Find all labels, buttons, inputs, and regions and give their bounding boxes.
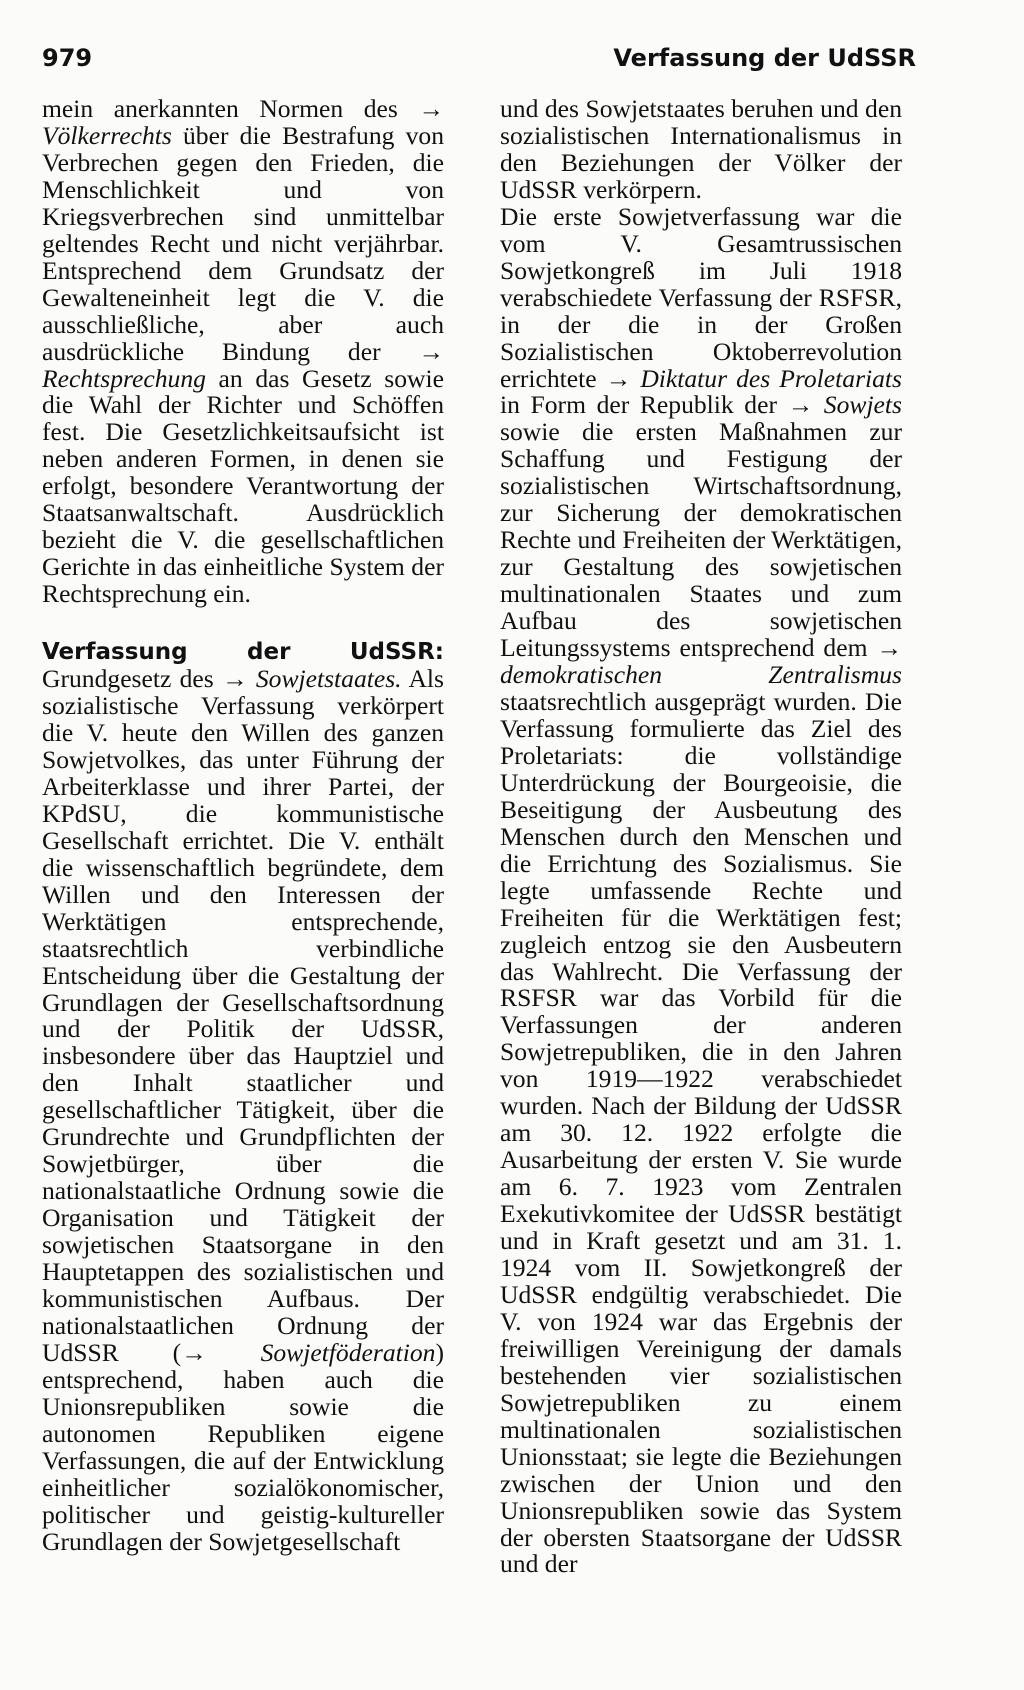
text: an das Gesetz sowie die Wahl der Richter und Schöffen fest. Die Gesetzlichkeitsaufsicht ist neben anderen Formen, in denen sie erfolgt, besondere Verantwortung der Staatsanwaltschaft. Ausdrücklich bezieht die V. die gesellschaftlichen Gerichte in das einheitliche System der Rechtsprechung ein. [42,363,444,609]
text: Als sozialistische Verfassung verkörpert die V. heute den Willen des ganzen Sowjetvolkes, das unter Führung der Arbeiterklasse und ihrer Partei, der KPdSU, die kommunistische Gesellschaft errichtet. Die V. enthält die wissenschaftlich begründete, dem Willen und den Interessen der Werktätigen entsprechende, staatsrechtlich verbindliche Entscheidung über die Gestaltung der Grundlagen der Gesellschaftsordnung und der Politik der UdSSR, insbesondere über das Hauptziel und den Inhalt staatlicher und gesellschaftlicher Tätigkeit, über die Grundrechte und Grundpflichten der Sowjetbürger, über die nationalstaatliche Ordnung sowie die Organisation und Tätigkeit der sowjetischen Staatsorgane in den Hauptetappen des sozialistischen und kommunistischen Aufbaus. Der nationalstaatlichen Ordnung der UdSSR ( [42,664,444,1367]
arrow-icon: → [605,363,641,393]
paragraph-gap [42,608,444,638]
right-column [500,96,902,1578]
text: Grundgesetz des [42,664,222,694]
text: ) entsprechend, haben auch die Unionsrepubliken sowie die autonomen Republiken eigene Verfassungen, die auf der Entwicklung einheitlicher sozialökonomischer, politischer und geistig-kultureller Grundlagen der Sowjetgesellschaft [42,1337,444,1556]
cross-reference-sowjetfoederation[interactable]: Sowjetföderation [260,1337,436,1367]
text: sowie die ersten Maßnahmen zur Schaffung und Festigung der sozialistischen Wirtschaftsordnung, zur Sicherung der demokratischen Rechte und Freiheiten der Werktätigen, zur Gestaltung des sowjetischen multinationalen Staates und zum Aufbau des sowjetischen Leitungssystems entsprechend dem [500,417,902,663]
text: staatsrechtlich ausgeprägt wurden. Die Verfassung formulierte das Ziel des Proletariats: die vollständige Unterdrückung der Bourgeoisie, die Beseitigung der Ausbeutung des Menschen durch den Menschen und die Errichtung des Sozialismus. Sie legte umfassende Rechte und Freiheiten für die Werktätigen fest; zugleich entzog sie den Ausbeutern das Wahlrecht. Die Verfassung der RSFSR war das Vorbild für die Verfassungen der anderen Sowjetrepubliken, die in den Jahren von 1919—1922 verabschiedet wurden. Nach der Bildung der UdSSR am 30. 12. 1922 erfolgte die Ausarbeitung der ersten V. Sie wurde am 6. 7. 1923 vom Zentralen Exekutivkomitee der UdSSR bestätigt und in Kraft gesetzt und am 31. 1. 1924 vom II. Sowjetkongreß der UdSSR endgültig verabschiedet. Die V. von 1924 war das Ergebnis der freiwilligen Vereinigung der damals bestehenden vier sozialistischen Sowjetrepubliken zu einem multinationalen sozialistischen Unionsstaat; sie legte die Beziehungen zwischen der Union und den Unionsrepubliken sowie das System der obersten Staatsorgane der UdSSR und der [500,686,902,1579]
text: in Form der Republik der [500,390,788,420]
arrow-icon: → [221,664,256,694]
cross-reference-rechtsprechung[interactable]: Rechtsprechung [42,363,206,393]
arrow-icon: → [418,94,444,123]
arrow-icon: → [876,633,902,663]
page-number: 979 [42,44,93,72]
text: Die erste Sowjetverfassung war die vom V. Gesamtrussischen Sowjetkongreß im Juli 1918 verabschiedete Verfassung der RSFSR, in der die in der Großen Sozialistischen Oktoberrevolution errichtete [500,201,902,393]
entry-headword: Verfassung der UdSSR: [42,639,444,666]
paragraph-voelkerrecht [42,96,444,608]
entry-verfassung-udssr [42,638,444,1555]
arrow-icon: → [418,336,444,366]
running-head: Verfassung der UdSSR [613,44,916,72]
left-column [42,96,444,1556]
paragraph-continuation [500,96,902,204]
cross-reference-sowjetstaat[interactable]: Sowjetstaates. [255,664,402,694]
text: und des Sowjetstaates beruhen und den sozialistischen Internationalismus in den Beziehungen der Völker der UdSSR verkörpern. [500,94,902,204]
text: über die Bestrafung von Verbrechen gegen den Frieden, die Menschlichkeit und von Kriegsverbrechen sind unmittelbar geltendes Recht und nicht verjährbar. Entsprechend dem Grundsatz der Gewalteneinheit legt die V. die ausschließliche, aber auch ausdrückliche Bindung der [42,120,444,366]
cross-reference-zentralismus[interactable]: demokratischen Zentralismus [500,660,902,690]
arrow-icon: → [181,1337,261,1367]
cross-reference-diktatur[interactable]: Diktatur des Proletariats [640,363,903,393]
page-header [42,44,916,84]
text: mein anerkannten Normen des [42,94,419,123]
cross-reference-sowjets[interactable]: Sowjets [823,390,902,420]
paragraph-erste-verfassung [500,201,903,1579]
arrow-icon: → [787,390,824,420]
cross-reference-voelkerrecht[interactable]: Völkerrechts [42,120,172,150]
